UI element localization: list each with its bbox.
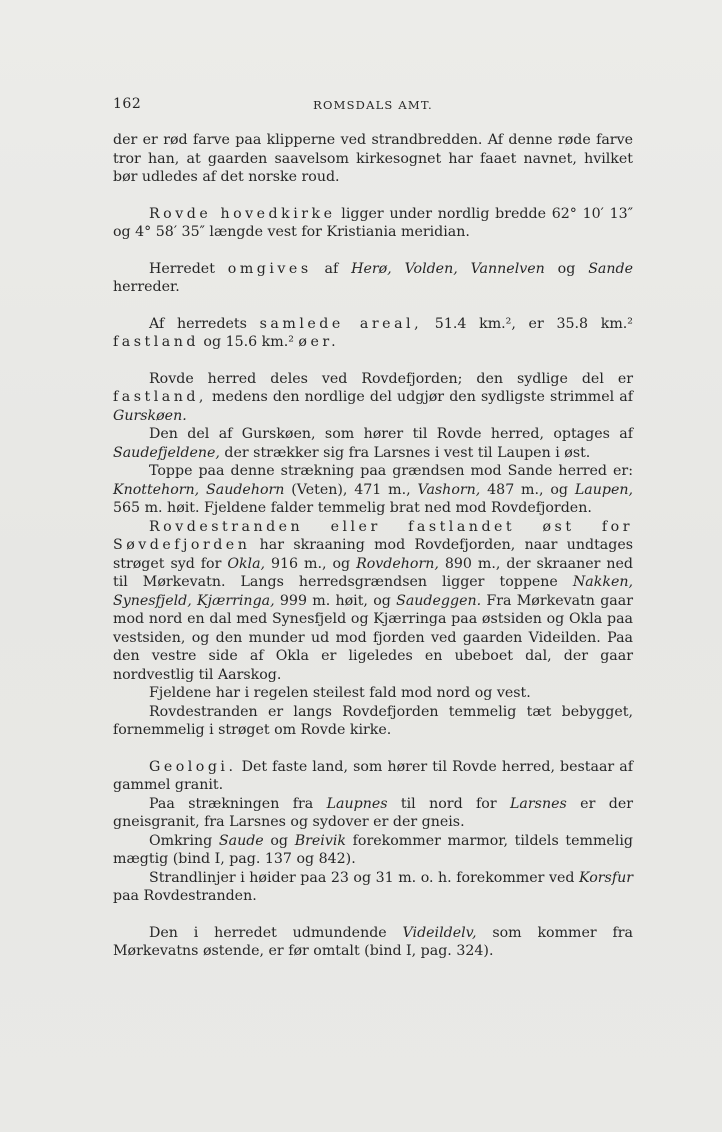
paragraph xyxy=(113,869,633,906)
italic-term: Saudefjeldene, xyxy=(113,444,220,461)
paragraph xyxy=(113,131,633,187)
paragraph xyxy=(113,703,633,740)
page-header xyxy=(113,96,633,116)
body-text xyxy=(113,131,633,961)
paragraph xyxy=(113,315,633,352)
italic-term: Saude xyxy=(218,832,264,849)
text-run: medens den nordlige del udgjør den sydligste strimmel af xyxy=(206,389,633,405)
text-run: 890 m., der skraaner ned til Mørkevatn. Langs herredsgrændsen ligger toppene xyxy=(113,555,633,590)
paragraph xyxy=(113,924,633,961)
text-run: (Veten), 471 m., xyxy=(284,481,418,498)
text-run: Fjeldene har i regelen steilest fald mod nord og vest. xyxy=(149,685,531,701)
text-run: som kommer fra Mørkevatns østende, er før omtalt (bind I, pag. 324). xyxy=(113,924,633,959)
text-run: Herredet xyxy=(149,260,228,277)
italic-term: Laupen, xyxy=(574,481,633,498)
text-run: har skraaning mod Rovdefjorden, naar undtages strøget syd for xyxy=(113,537,633,572)
spaced-term: Rovdestranden eller fastlandet øst for Søvdefjorden xyxy=(113,518,633,553)
paragraph xyxy=(113,684,633,703)
paragraph xyxy=(113,758,633,795)
italic-term: Gurskøen. xyxy=(113,407,187,424)
text-run: Rovde herred deles ved Rovdefjorden; den sydlige del er xyxy=(149,370,633,387)
text-run: 999 m. høit, og xyxy=(274,592,397,609)
text-run: herreder. xyxy=(113,279,180,295)
spaced-term: Rovde hovedkirke xyxy=(149,205,336,222)
italic-term: Vashorn, xyxy=(417,481,481,498)
page-number: 162 xyxy=(113,96,142,112)
italic-term: Videildelv, xyxy=(402,924,477,941)
italic-term: Breivik xyxy=(294,832,346,849)
text-run: er der gneisgranit, fra Larsnes og sydover er der gneis. xyxy=(113,795,633,830)
text-run: til nord for xyxy=(387,795,511,812)
text-run: Omkring xyxy=(149,832,219,849)
paragraph xyxy=(113,832,633,869)
italic-term: Knottehorn, Saudehorn xyxy=(113,481,285,498)
text-run: 487 m., og xyxy=(480,481,575,498)
paragraph xyxy=(113,205,633,242)
text-run: forekommer marmor, tildels temmelig mægtig (bind I, pag. 137 og 842). xyxy=(113,832,633,867)
text-run: Paa strækningen fra xyxy=(149,795,327,812)
italic-term: Herø, Volden, Vannelven xyxy=(351,260,545,277)
spaced-term: øer. xyxy=(298,334,340,350)
italic-term: Rovdehorn, xyxy=(356,555,439,572)
spaced-term: samlede areal, xyxy=(259,315,423,332)
paragraph xyxy=(113,370,633,426)
text-run: Det faste land, som hører til Rovde herred, bestaar af gammel granit. xyxy=(113,758,633,793)
paragraph xyxy=(113,425,633,462)
italic-term: Laupnes xyxy=(326,795,388,812)
text-run: Rovdestranden er langs Rovdefjorden temmelig tæt bebygget, fornemmelig i strøget om Rovde kirke. xyxy=(113,703,633,738)
text-run: af xyxy=(311,260,352,277)
text-run: 916 m., og xyxy=(265,555,357,572)
text-run: 51.4 km.², er 35.8 km.² xyxy=(422,315,633,332)
text-run: og xyxy=(263,832,295,849)
text-run: og 15.6 km.² xyxy=(198,334,299,350)
paragraph xyxy=(113,462,633,518)
text-run: og xyxy=(544,260,589,277)
paragraph xyxy=(113,260,633,297)
spaced-term: fastland xyxy=(113,334,199,350)
spaced-term: Geologi. xyxy=(149,758,237,775)
italic-term: Larsnes xyxy=(510,795,567,812)
text-run: der er rød farve paa klipperne ved strandbredden. Af denne røde farve tror han, at gaarden saavelsom kirkesognet har faaet navnet, hvilket bør udledes af det norske roud. xyxy=(113,132,633,185)
italic-term: Okla, xyxy=(227,555,266,572)
italic-term: Saudeggen. xyxy=(396,592,482,609)
text-run: Fra Mørkevatn gaar mod nord en dal med Synesfjeld og Kjærringa paa østsiden og Okla paa vestsiden, og den munder ud mod fjorden ved gaarden Videilden. Paa den vestre side af Okla er ligeledes en ubeboet dal, der gaar nordvestlig til Aarskog. xyxy=(113,592,633,683)
italic-term: Korsfur xyxy=(579,869,633,886)
text-run: Af herredets xyxy=(149,315,260,332)
running-title: ROMSDALS AMT. xyxy=(313,98,433,112)
text-run: Strandlinjer i høider paa 23 og 31 m. o. h. forekommer ved xyxy=(149,869,579,886)
paragraph xyxy=(113,518,633,685)
text-run: Den i herredet udmundende xyxy=(149,924,403,941)
italic-term: Sande xyxy=(588,260,633,277)
spaced-term: omgives xyxy=(227,260,312,277)
text-run: der strækker sig fra Larsnes i vest til Laupen i øst. xyxy=(219,444,591,461)
text-run: paa Rovdestranden. xyxy=(113,888,257,904)
text-run: Toppe paa denne strækning paa grændsen mod Sande herred er: xyxy=(149,463,633,479)
text-run: 565 m. høit. Fjeldene falder temmelig brat ned mod Rovdefjorden. xyxy=(113,500,592,516)
text-run: Den del af Gurskøen, som hører til Rovde herred, optages af xyxy=(149,426,633,442)
italic-term: Nakken, Synesfjeld, Kjærringa, xyxy=(113,574,633,609)
text-run: ligger under nordlig bredde 62° 10′ 13″ og 4° 58′ 35″ længde vest for Kristiania meridian. xyxy=(113,205,633,240)
spaced-term: fastland, xyxy=(113,389,207,405)
paragraph xyxy=(113,795,633,832)
